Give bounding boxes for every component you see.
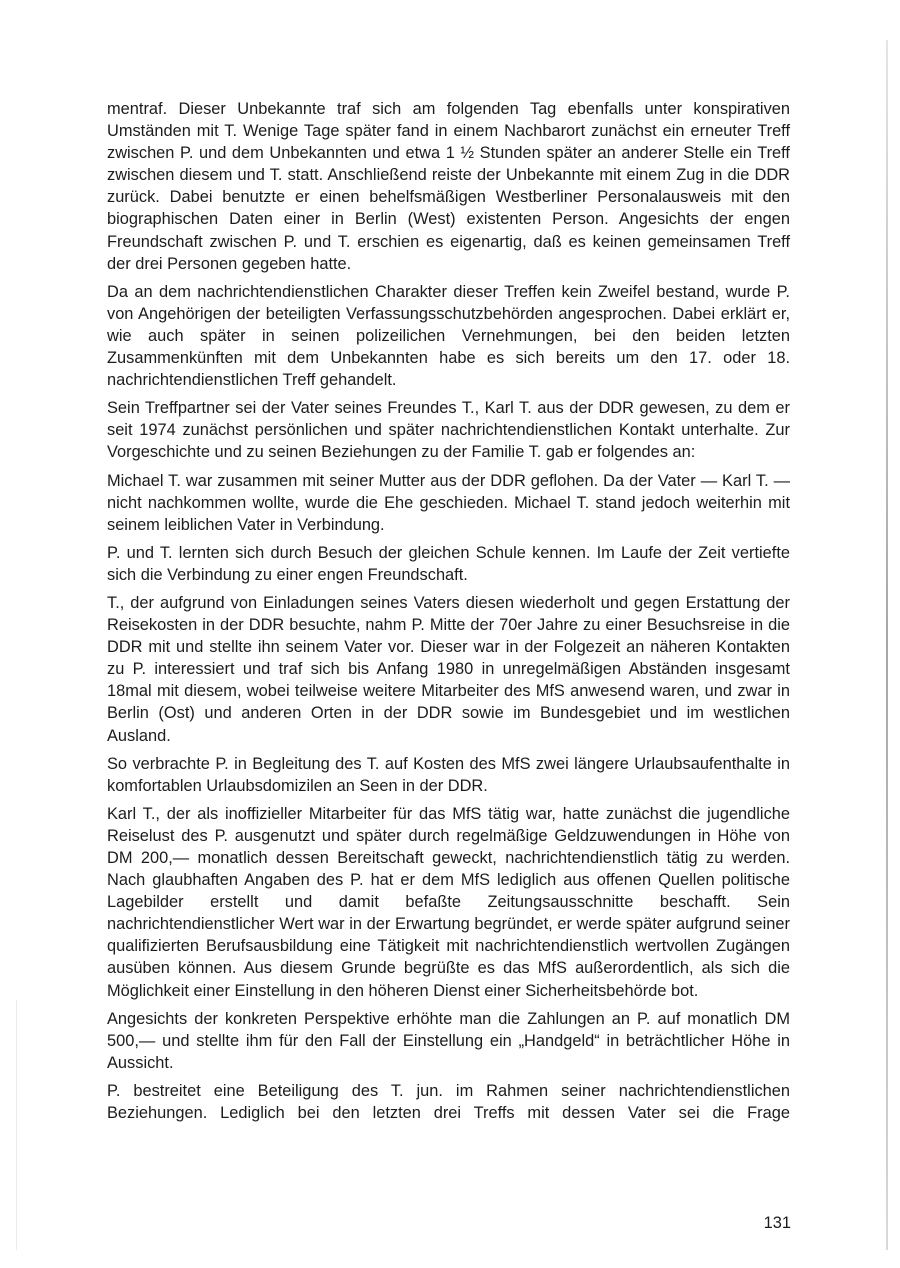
paragraph: mentraf. Dieser Unbekannte traf sich am folgenden Tag ebenfalls unter konspirativen Umständen mit T. Wenige Tage später fand in einem Nachbarort zunächst ein erneuter Treff zwischen P. und dem Unbekannten und etwa 1 ½ Stunden später an anderer Stelle ein Treff zwischen diesem und T. statt. Anschließend reiste der Unbekannte mit einem Zug in die DDR zurück. Dabei benutzte er einen behelfsmäßigen Westberliner Personalausweis mit den biographischen Daten einer in Berlin (West) existenten Person. Angesichts der engen Freundschaft zwischen P. und T. erschien es eigenartig, daß es keinen gemeinsamen Treff der drei Personen gegeben hatte. xyxy=(107,100,790,273)
paragraph: Michael T. war zusammen mit seiner Mutter aus der DDR geflohen. Da der Vater — Karl T. — nicht nachkommen wollte, wurde die Ehe geschieden. Michael T. stand jedoch weiterhin mit seinem leiblichen Vater in Verbindung. xyxy=(107,471,790,534)
paragraph: Angesichts der konkreten Perspektive erhöhte man die Zahlungen an P. auf monatlich DM 500,— und stellte ihm für den Fall der Einstellung ein „Handgeld“ in beträchtlicher Höhe in Aussicht. xyxy=(107,1009,790,1072)
scan-binding-edge xyxy=(886,40,888,1250)
scan-shadow-edge xyxy=(16,1000,17,1250)
paragraph: Karl T., der als inoffizieller Mitarbeiter für das MfS tätig war, hatte zunächst die jugendliche Reiselust des P. ausgenutzt und später durch regelmäßige Geldzuwendungen in Höhe von DM 200,— monatlich dessen Bereitschaft geweckt, nachrichtendienstlich tätig zu werden. Nach glaubhaften Angaben des P. hat er dem MfS lediglich aus offenen Quellen politische Lagebilder erstellt und damit befaßte Zeitungsausschnitte beschafft. Sein nachrichtendienstlicher Wert war in der Erwartung begründet, er werde später aufgrund seiner qualifizierten Berufsausbildung eine Tätigkeit mit nachrichtendienstlich wertvollen Zugängen ausüben können. Aus diesem Grunde begrüßte es das MfS außerordentlich, als sich die Möglichkeit einer Einstellung in den höheren Dienst einer Sicherheitsbehörde bot. xyxy=(107,804,790,1000)
body-text xyxy=(107,98,790,1124)
paragraph: Da an dem nachrichtendienstlichen Charakter dieser Treffen kein Zweifel bestand, wurde P. von Angehörigen der beteiligten Verfassungsschutzbehörden angesprochen. Dabei erklärt er, wie auch später in seinen polizeilichen Vernehmungen, bei den beiden letzten Zusammenkünften mit dem Unbekannten habe es sich bereits um den 17. oder 18. nachrichtendienstlichen Treff gehandelt. xyxy=(107,282,790,390)
paragraph: P. und T. lernten sich durch Besuch der gleichen Schule kennen. Im Laufe der Zeit vertiefte sich die Verbindung zu einer engen Freundschaft. xyxy=(107,543,790,584)
paragraph: Sein Treffpartner sei der Vater seines Freundes T., Karl T. aus der DDR gewesen, zu dem er seit 1974 zunächst persönlichen und später nachrichtendienstlichen Kontakt unterhalte. Zur Vorgeschichte und zu seinen Beziehungen zu der Familie T. gab er folgendes an: xyxy=(107,399,790,462)
paragraph: P. bestreitet eine Beteiligung des T. jun. im Rahmen seiner nachrichtendienstlichen Beziehungen. Lediglich bei den letzten drei Treffs mit dessen Vater sei die Frage xyxy=(107,1081,790,1123)
page-number: 131 xyxy=(763,1214,791,1232)
paragraph: T., der aufgrund von Einladungen seines Vaters diesen wiederholt und gegen Erstattung der Reisekosten in der DDR besuchte, nahm P. Mitte der 70er Jahre zu einer Besuchsreise in die DDR mit und stellte ihn seinem Vater vor. Dieser war in der Folgezeit an näheren Kontakten zu P. interessiert und traf sich bis Anfang 1980 in unregelmäßigen Abständen insgesamt 18mal mit diesem, wobei teilweise weitere Mitarbeiter des MfS anwesend waren, und zwar in Berlin (Ost) und anderen Orten in der DDR sowie im Bundesgebiet und im westlichen Ausland. xyxy=(107,593,790,745)
paragraph: So verbrachte P. in Begleitung des T. auf Kosten des MfS zwei längere Urlaubsaufenthalte in komfortablen Urlaubsdomizilen an Seen in der DDR. xyxy=(107,754,790,795)
